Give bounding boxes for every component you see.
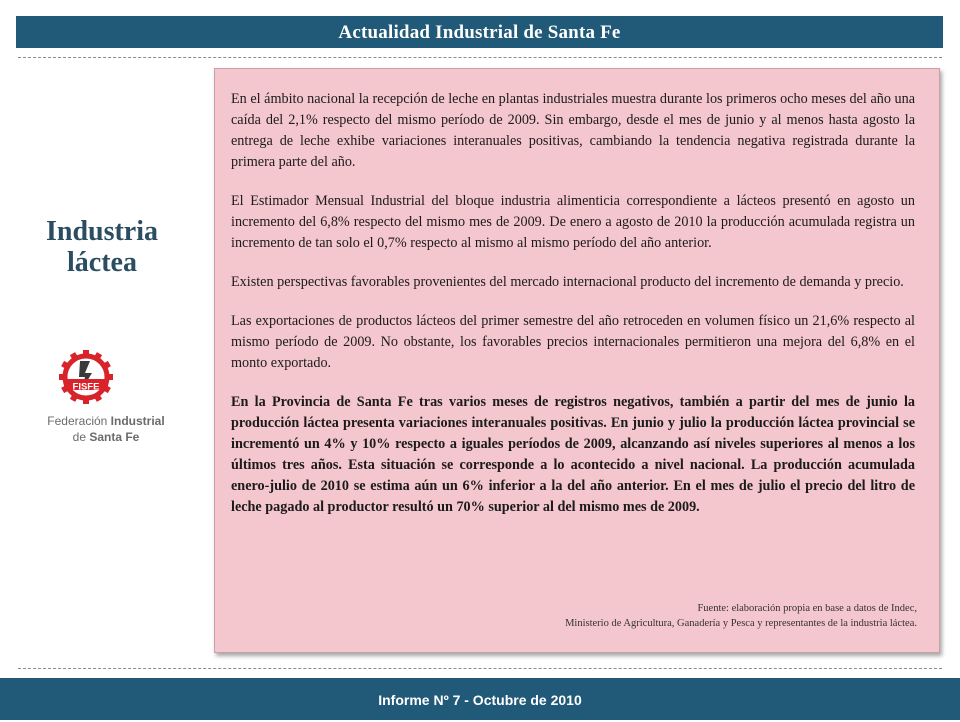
section-title-line1: Industria: [45, 216, 159, 247]
paragraph-estimator: El Estimador Mensual Industrial del bloque industria alimenticia correspondiente a lácteos presentó en agosto un incremento del 6,8% respecto del mismo mes de 2009. De enero a agosto de 2010 la producción acumulada registra un incremento de tan solo el 0,7% respecto al mismo al mismo período del año anterior.: [231, 193, 915, 251]
source-line1: Fuente: elaboración propia en base a datos de Indec,: [697, 603, 917, 614]
source-note: [565, 601, 917, 631]
bottom-divider: [18, 668, 942, 669]
content-text: [231, 89, 915, 536]
header-title: Actualidad Industrial de Santa Fe: [338, 22, 621, 43]
logo-name-line2: de Santa Fe: [72, 430, 140, 444]
paragraph-exports: Las exportaciones de productos lácteos del primer semestre del año retroceden en volumen físico un 21,6% respecto al mismo período de 2009. No obstante, los favorables precios internacionales permitieron una mejora del 6,8% en el monto exportado.: [231, 313, 915, 371]
footer-bar: [0, 678, 960, 720]
content-panel: [214, 68, 940, 653]
paragraph-santa-fe: En la Provincia de Santa Fe tras varios meses de registros negativos, también a partir del mes de junio la producción láctea presenta variaciones interanuales positivas. En junio y julio la producción láctea provincial se incrementó un 4% y 10% respecto a iguales períodos de 2009, alcanzando así niveles superiores al menos a los últimos tres años. Esta situación se corresponde a lo acontecido a nivel nacional. La producción acumulada enero-julio de 2010 se estima aún un 6% inferior a la del año anterior. En el mes de julio el precio del litro de leche pagado al productor resultó un 70% superior al del mismo mes de 2009.: [231, 394, 915, 515]
section-title: [22, 216, 182, 278]
paragraph-perspectives: Existen perspectivas favorables provenientes del mercado internacional producto del incremento de demanda y precio.: [231, 274, 904, 290]
source-line2: Ministerio de Agricultura, Ganadería y Pesca y representantes de la industria láctea.: [565, 618, 917, 629]
top-divider: [18, 57, 942, 58]
fisfe-logo: [36, 348, 176, 458]
fisfe-badge-text: FISFE: [72, 381, 100, 393]
logo-name-line1: Federación Industrial: [47, 414, 165, 428]
footer-text: Informe Nº 7 - Octubre de 2010: [378, 692, 582, 708]
section-title-line2: láctea: [67, 247, 137, 278]
paragraph-reception: En el ámbito nacional la recepción de leche en plantas industriales muestra durante los primeros ocho meses del año una caída del 2,1% respecto del mismo período de 2009. Sin embargo, desde el mes de junio y al menos hasta agosto la entrega de leche exhibe variaciones interanuales positivas, cambiando la tendencia negativa registrada durante la primera parte del año.: [231, 91, 915, 170]
header-bar: [16, 16, 943, 48]
fisfe-logo-graphic: [36, 348, 176, 458]
